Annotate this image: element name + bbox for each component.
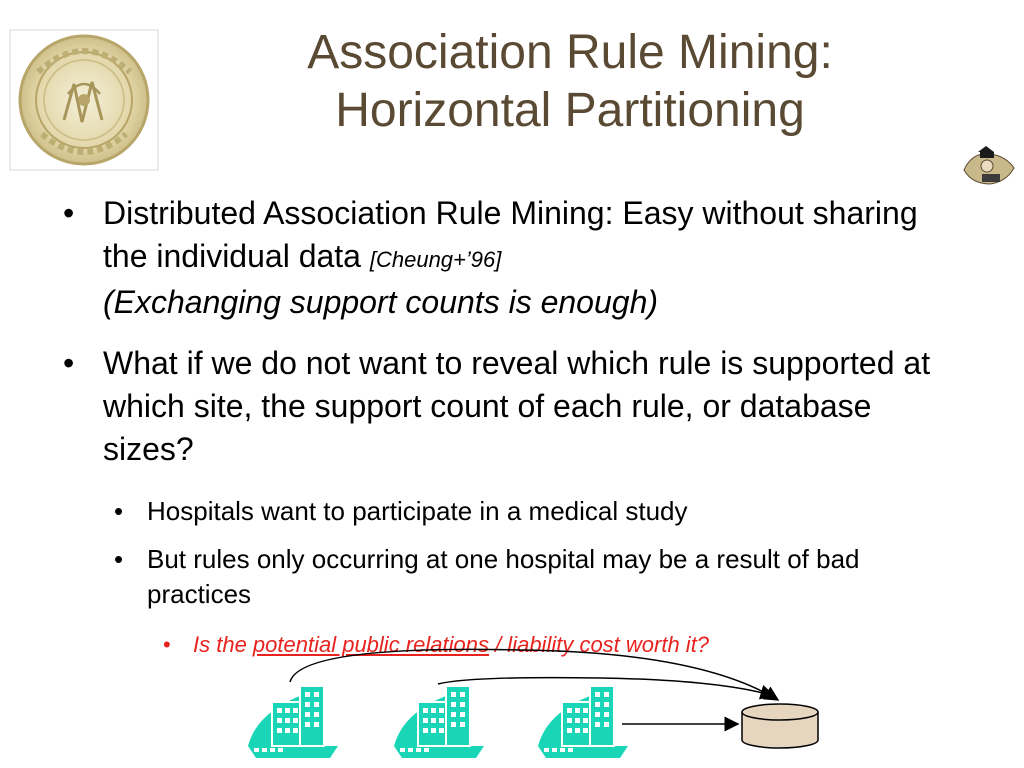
bullet-text: What if we do not want to reveal which rule is supported at which site, the support count of each rule, or database sizes?: [103, 345, 931, 467]
bullet-marker: •: [114, 544, 124, 574]
bullet-marker: •: [63, 345, 75, 381]
hospital-building-icon: [248, 686, 338, 758]
bullet-marker: •: [63, 195, 75, 231]
bullet-text: Distributed Association Rule Mining: Easy without sharing the individual data: [103, 195, 918, 274]
title-line-1: Association Rule Mining:: [307, 26, 833, 79]
arrow-hospital-1-to-db: [290, 649, 778, 700]
bullet-text-suffix: / liability cost worth it?: [488, 632, 710, 657]
hospital-building-icon: [394, 686, 484, 758]
bullet-text-underlined: potential public relations: [252, 632, 489, 657]
bullet-text: Hospitals want to participate in a medical study: [147, 496, 688, 526]
citation: [Cheung+’96]: [369, 247, 502, 272]
bullet-text: But rules only occurring at one hospital may be a result of bad practices: [147, 544, 860, 609]
database-cylinder-icon: [742, 704, 818, 748]
hospital-building-icon: [538, 686, 628, 758]
bullet-marker: •: [114, 496, 124, 526]
bullet-marker: •: [163, 632, 171, 657]
bullet-note: (Exchanging support counts is enough): [103, 284, 659, 320]
title-line-2: Horizontal Partitioning: [335, 84, 805, 137]
bullet-text-prefix: Is the: [193, 632, 253, 657]
